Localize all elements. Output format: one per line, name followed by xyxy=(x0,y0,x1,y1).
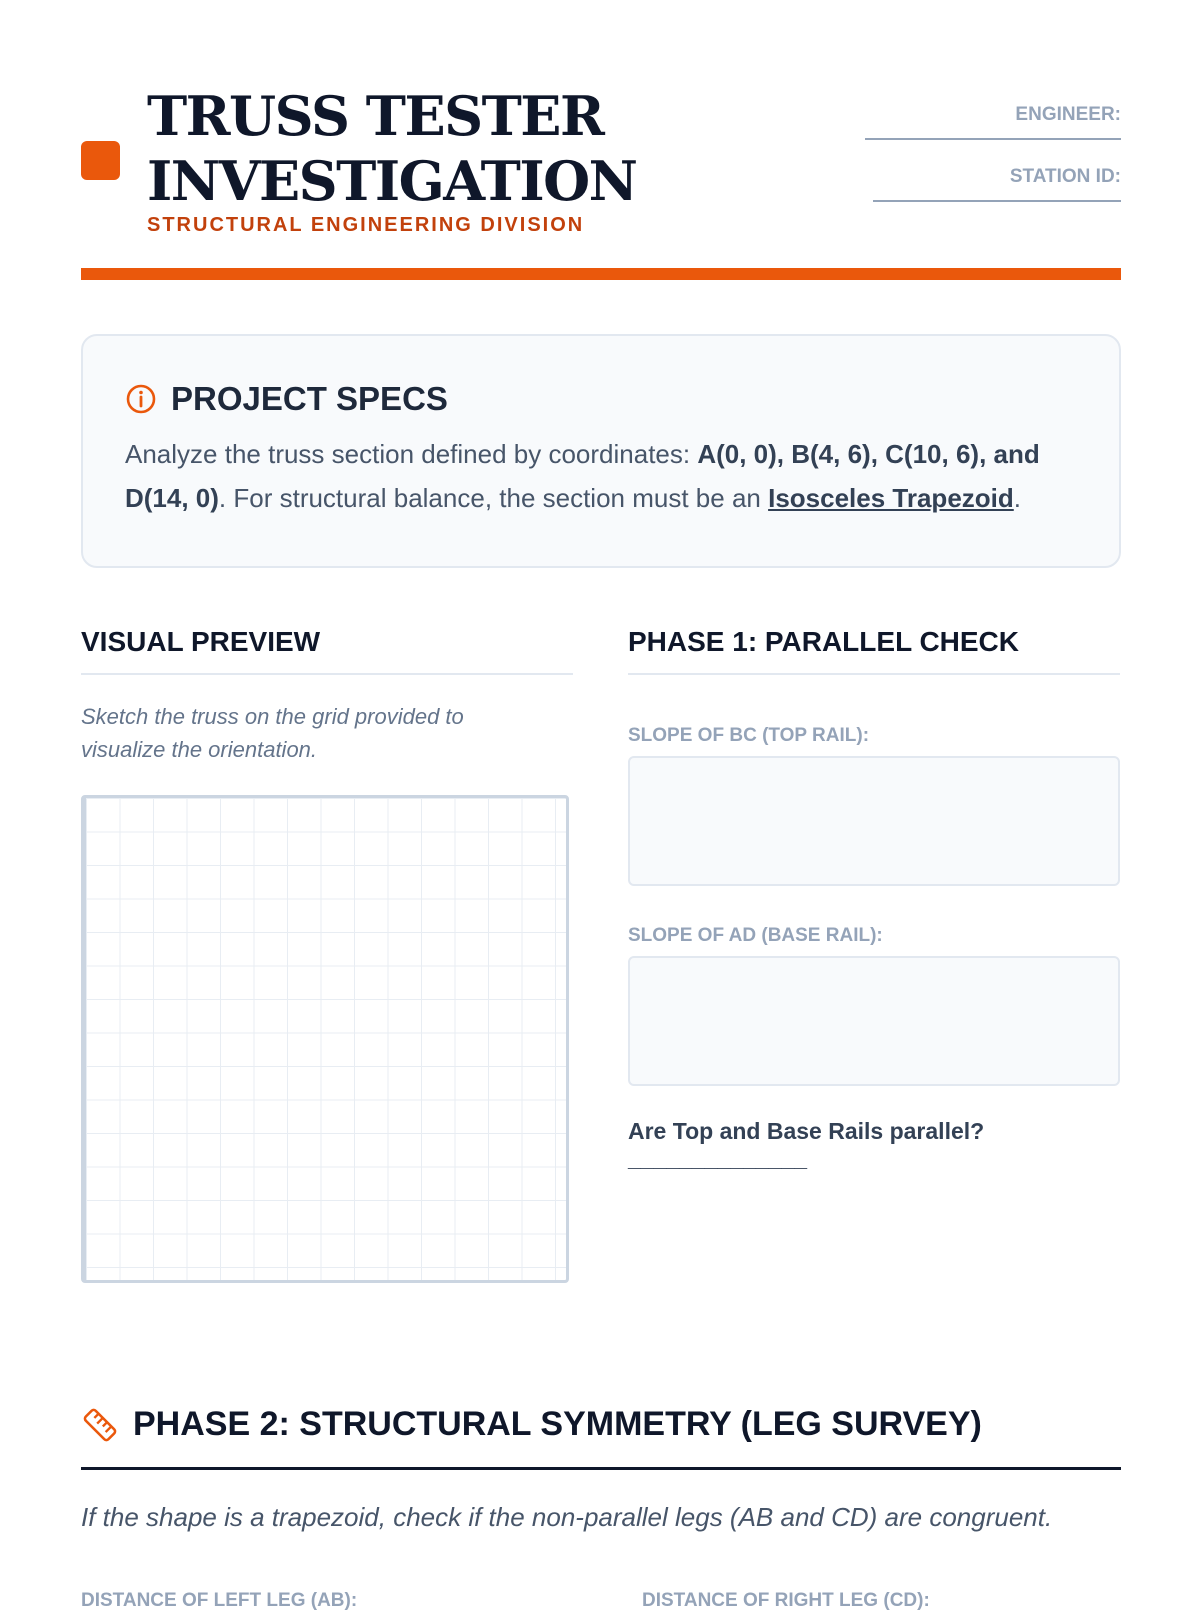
station-id-field[interactable] xyxy=(873,200,1121,202)
header xyxy=(81,84,1121,244)
phase-1-title: PHASE 1: PARALLEL CHECK xyxy=(628,626,1020,657)
phase-2-divider xyxy=(81,1467,1121,1470)
specs-text-intro: Analyze the truss section defined by coordinates: xyxy=(125,439,698,469)
station-id-label: STATION ID: xyxy=(1009,166,1121,187)
worksheet-page xyxy=(81,0,1121,1611)
brand-square-icon xyxy=(81,141,120,180)
specs-text-end: . xyxy=(1013,483,1021,513)
engineer-label: ENGINEER: xyxy=(1015,104,1121,125)
slope-bc-answer-box[interactable] xyxy=(628,756,1120,886)
parallel-question: Are Top and Base Rails parallel? ______________ xyxy=(628,1118,985,1171)
specs-text xyxy=(125,432,1085,520)
slope-bc-label: SLOPE OF BC (TOP RAIL): xyxy=(628,725,870,746)
visual-preview-title: VISUAL PREVIEW xyxy=(81,626,321,657)
right-leg-label: DISTANCE OF RIGHT LEG (CD): xyxy=(642,1590,930,1611)
project-specs-card xyxy=(81,334,1121,568)
header-divider xyxy=(81,268,1121,280)
specs-text-middle: . For structural balance, the section must be an xyxy=(218,483,769,513)
slope-ad-answer-box[interactable] xyxy=(628,956,1120,1086)
sketch-grid[interactable] xyxy=(81,795,569,1283)
slope-ad-label: SLOPE OF AD (BASE RAIL): xyxy=(628,925,883,946)
specs-title: PROJECT SPECS xyxy=(171,380,448,417)
specs-heading xyxy=(125,380,448,418)
phase-2-heading xyxy=(81,1405,982,1444)
specs-coordinates: A(0, 0), B(4, 6), C(10, 6), and D(14, 0) xyxy=(125,439,1040,513)
page-title xyxy=(147,84,637,214)
title-line-2: INVESTIGATION xyxy=(147,149,637,213)
phase-2-instructions: If the shape is a trapezoid, check if the non-parallel legs (AB and CD) are congruent. xyxy=(81,1502,1053,1532)
sketch-instructions: Sketch the truss on the grid provided to visualize the orientation. xyxy=(81,704,464,762)
title-line-1: TRUSS TESTER xyxy=(147,84,604,148)
ruler-icon xyxy=(81,1406,119,1444)
left-leg-label: DISTANCE OF LEFT LEG (AB): xyxy=(81,1590,358,1611)
visual-preview-divider xyxy=(81,673,573,675)
page-subtitle: STRUCTURAL ENGINEERING DIVISION xyxy=(147,214,585,236)
header-meta xyxy=(821,104,1121,228)
phase-1-divider xyxy=(628,673,1120,675)
specs-shape-name: Isosceles Trapezoid xyxy=(768,483,1014,513)
phase-2-title: PHASE 2: STRUCTURAL SYMMETRY (LEG SURVEY) xyxy=(133,1405,982,1443)
engineer-field[interactable] xyxy=(865,138,1121,140)
info-icon xyxy=(125,383,157,415)
